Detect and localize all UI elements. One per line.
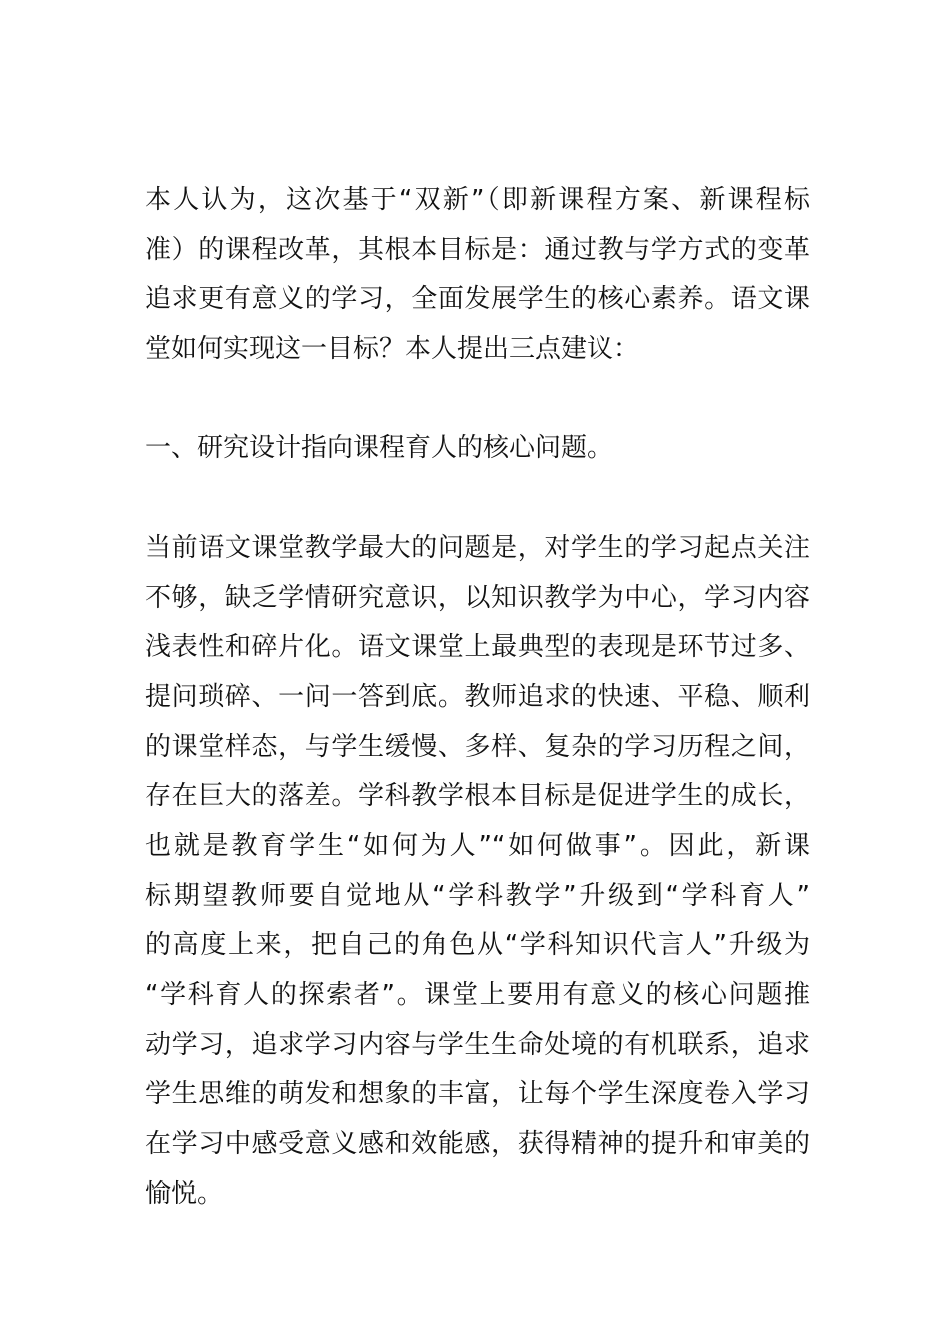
text-line: 不够，缺乏学情研究意识，以知识教学为中心，学习内容	[145, 582, 810, 613]
text-line: 当前语文课堂教学最大的问题是，对学生的学习起点关注	[145, 532, 810, 563]
paragraph-gap	[145, 375, 810, 425]
document-body	[145, 176, 810, 1219]
text-line: 提问琐碎、一问一答到底。教师追求的快速、平稳、顺利	[145, 681, 810, 712]
body-paragraph	[145, 524, 810, 1220]
paragraph-gap	[145, 474, 810, 524]
text-line: 浅表性和碎片化。语文课堂上最典型的表现是环节过多、	[145, 632, 810, 663]
text-line: 准）的课程改革，其根本目标是：通过教与学方式的变革	[145, 234, 810, 265]
text-line: “学科育人的探索者”。课堂上要用有意义的核心问题推	[145, 980, 810, 1010]
text-line: 存在巨大的落差。学科教学根本目标是促进学生的成长，	[145, 781, 810, 812]
text-line: 堂如何实现这一目标？本人提出三点建议：	[145, 334, 640, 365]
text-line: 的高度上来，把自己的角色从“学科知识代言人”升级为	[145, 930, 810, 961]
text-line: 愉悦。	[145, 1178, 224, 1209]
text-line: 追求更有意义的学习，全面发展学生的核心素养。语文课	[145, 284, 810, 315]
intro-paragraph	[145, 176, 810, 375]
text-line: 的课堂样态，与学生缓慢、多样、复杂的学习历程之间，	[145, 731, 810, 762]
text-line: 也就是教育学生“如何为人”“如何做事”。因此，新课	[145, 830, 810, 861]
text-line: 动学习，追求学习内容与学生生命处境的有机联系，追求	[145, 1029, 810, 1060]
section-heading	[145, 424, 810, 474]
text-line: 标期望教师要自觉地从“学科教学”升级到“学科育人”	[145, 880, 810, 911]
text-line: 学生思维的萌发和想象的丰富，让每个学生深度卷入学习	[145, 1079, 810, 1110]
heading-text: 一、研究设计指向课程育人的核心问题。	[145, 433, 614, 464]
text-line: 本人认为，这次基于“双新”（即新课程方案、新课程标	[145, 185, 810, 215]
text-line: 在学习中感受意义感和效能感，获得精神的提升和审美的	[145, 1129, 810, 1160]
